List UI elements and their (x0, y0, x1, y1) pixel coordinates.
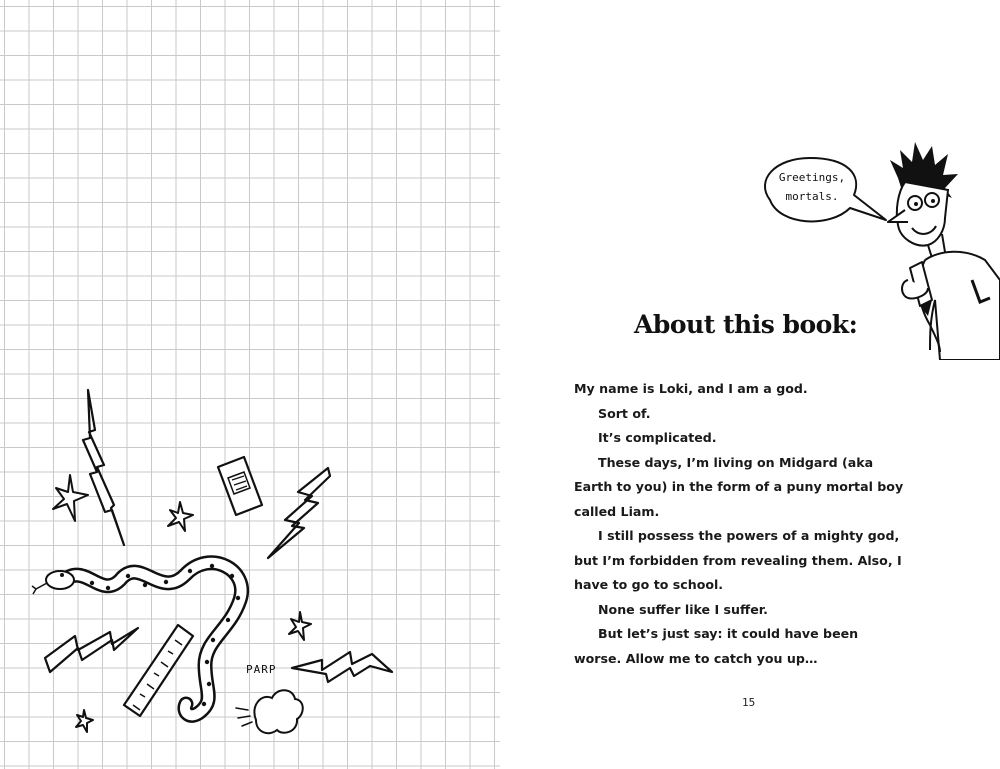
fart-cloud-icon (236, 690, 303, 733)
lightning-bolt-icon (268, 468, 330, 558)
right-page (500, 0, 1000, 769)
notebook-icon (218, 457, 262, 515)
paragraph: These days, I’m living on Midgard (aka Earth to you) in the form of a puny mortal boy called Liam. (574, 454, 904, 519)
paragraph: I still possess the powers of a mighty god, but I’m forbidden from revealing them. Also, I have to go to school. (574, 528, 902, 592)
about-text (574, 377, 904, 671)
lightning-bolt-icon (83, 390, 124, 545)
lightning-bolt-icon (45, 628, 138, 672)
fart-caption: PARP (246, 663, 277, 676)
paragraph: None suffer like I suffer. (598, 601, 768, 617)
star-icon (168, 502, 193, 531)
star-icon (289, 612, 311, 640)
paragraph: My name is Loki, and I am a god. (574, 381, 808, 396)
page-title: About this book: (634, 310, 858, 339)
bubble-line-2: mortals. (785, 190, 839, 203)
paragraph: It’s complicated. (598, 430, 717, 445)
bubble-line-1: Greetings, (778, 171, 846, 184)
paragraph: But let’s just say: it could have been worse. Allow me to catch you up… (574, 626, 859, 666)
paragraph: Sort of. (598, 405, 651, 421)
page-number: 15 (742, 696, 756, 709)
star-icon (53, 475, 88, 521)
lightning-bolt-icon (292, 652, 392, 682)
star-icon (76, 710, 93, 732)
